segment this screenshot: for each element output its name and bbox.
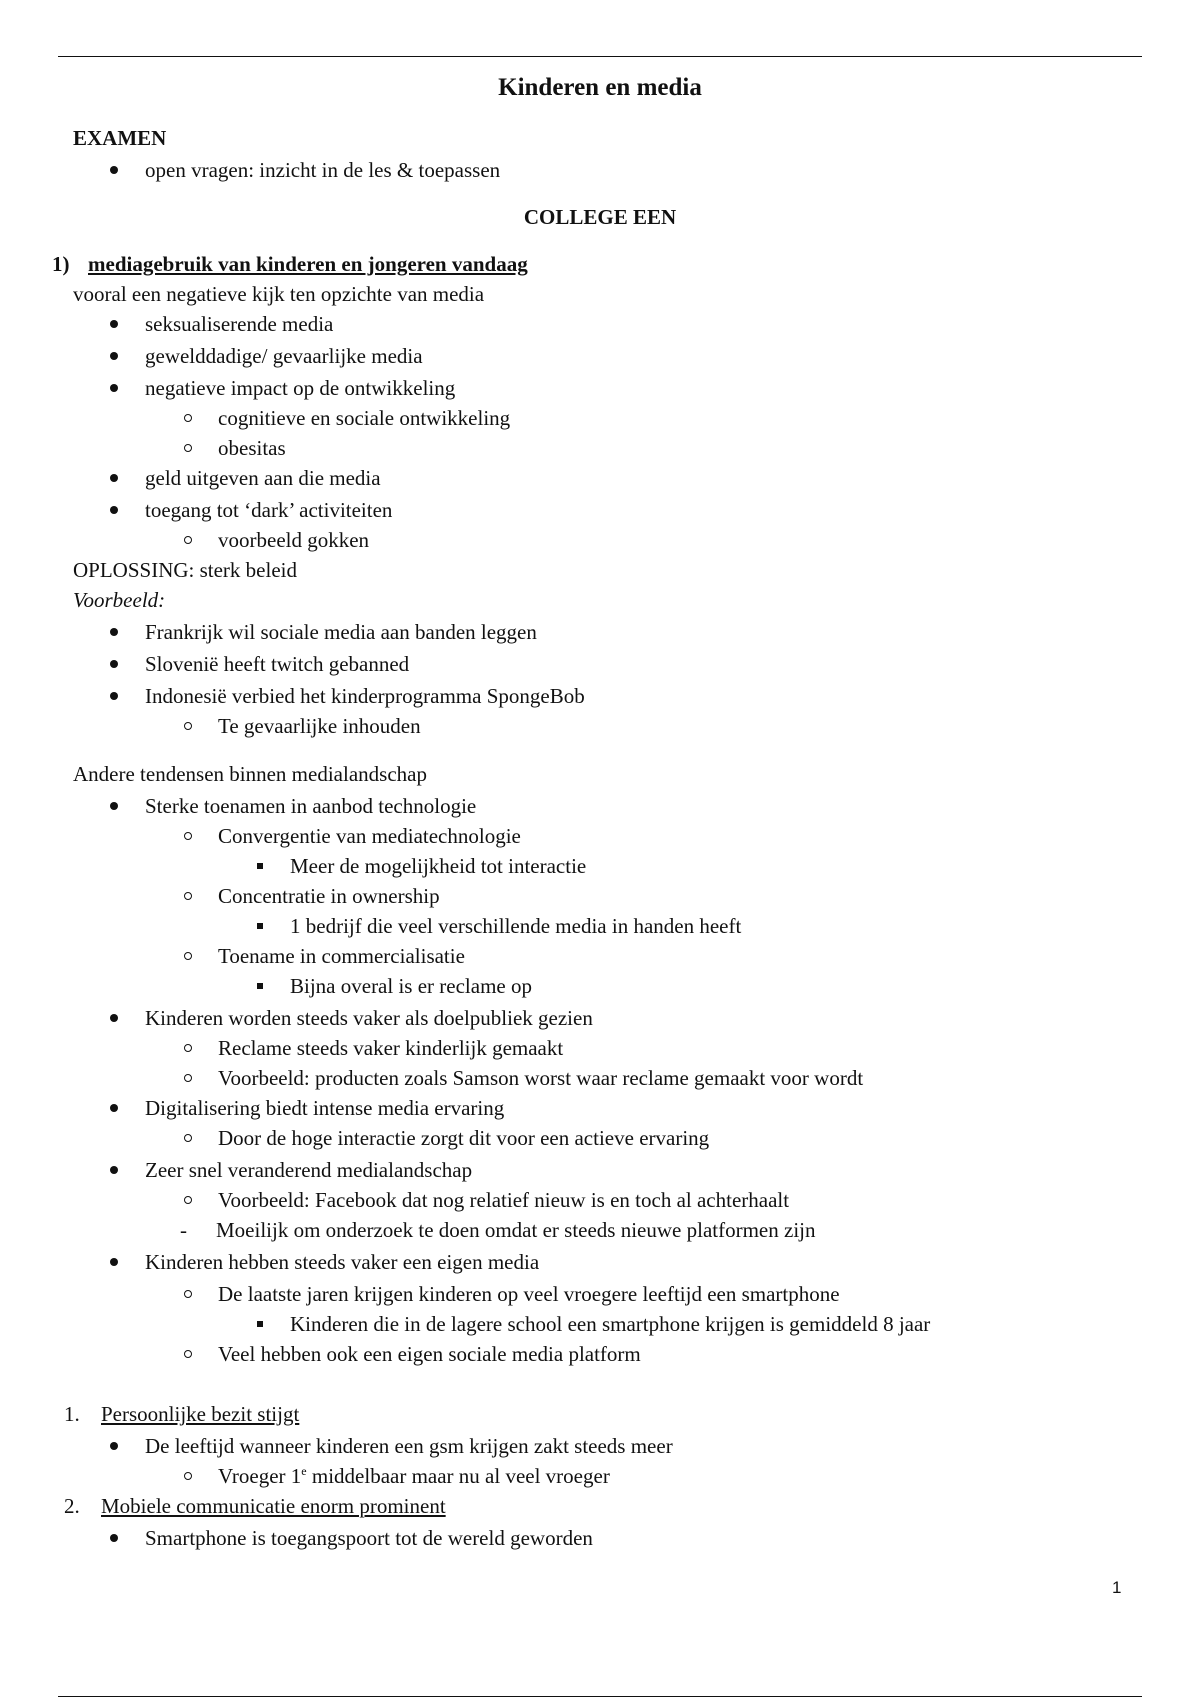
example-label: Voorbeeld: — [73, 588, 166, 612]
exam-heading: EXAMEN — [73, 126, 167, 150]
numbered-title: Mobiele communicatie enorm prominent — [101, 1494, 446, 1518]
list-item: Smartphone is toegangspoort tot de wereld geworden — [145, 1526, 593, 1550]
list-item: 1 bedrijf die veel verschillende media in handen heeft — [290, 914, 742, 938]
list-item: Kinderen die in de lagere school een smartphone krijgen is gemiddeld 8 jaar — [290, 1312, 931, 1336]
circle-bullet-icon — [184, 1290, 192, 1298]
square-bullet-icon — [257, 1321, 263, 1327]
bullet-icon — [110, 352, 118, 360]
numbered-index: 2. — [64, 1494, 80, 1518]
square-bullet-icon — [257, 923, 263, 929]
circle-bullet-icon — [184, 536, 192, 544]
bullet-icon — [110, 320, 118, 328]
bullet-icon — [110, 660, 118, 668]
list-item: Voorbeeld: Facebook dat nog relatief nieuw is en toch al achterhaalt — [218, 1188, 790, 1212]
list-item: Slovenië heeft twitch gebanned — [145, 652, 410, 676]
list-item: De laatste jaren krijgen kinderen op veel vroegere leeftijd een smartphone — [218, 1282, 840, 1306]
exam-item: open vragen: inzicht in de les & toepassen — [145, 158, 501, 182]
bullet-icon — [110, 384, 118, 392]
circle-bullet-icon — [184, 444, 192, 452]
bullet-icon — [110, 692, 118, 700]
list-item: cognitieve en sociale ontwikkeling — [218, 406, 511, 430]
list-item: Digitalisering biedt intense media ervaring — [145, 1096, 505, 1120]
bullet-icon — [110, 1104, 118, 1112]
list-item: gewelddadige/ gevaarlijke media — [145, 344, 423, 368]
bullet-icon — [110, 1534, 118, 1542]
section-number: 1) — [52, 252, 70, 276]
intro-text: vooral een negatieve kijk ten opzichte van media — [73, 282, 485, 306]
numbered-index: 1. — [64, 1402, 80, 1426]
circle-bullet-icon — [184, 722, 192, 730]
list-item: Zeer snel veranderend medialandschap — [145, 1158, 473, 1182]
bullet-icon — [110, 1442, 118, 1450]
document-title: Kinderen en media — [498, 74, 702, 101]
circle-bullet-icon — [184, 832, 192, 840]
list-item — [218, 1464, 610, 1488]
top-rule — [58, 56, 1142, 57]
circle-bullet-icon — [184, 1196, 192, 1204]
circle-bullet-icon — [184, 892, 192, 900]
list-item: Indonesië verbied het kinderprogramma SpongeBob — [145, 684, 585, 708]
trends-heading: Andere tendensen binnen medialandschap — [73, 762, 427, 786]
dash-bullet-icon: - — [180, 1218, 187, 1242]
circle-bullet-icon — [184, 414, 192, 422]
list-item: seksualiserende media — [145, 312, 334, 336]
list-item-text-end: middelbaar maar nu al veel vroeger — [306, 1464, 610, 1488]
list-item: Toename in commercialisatie — [218, 944, 465, 968]
page-number: 1 — [1112, 1578, 1122, 1597]
bullet-icon — [110, 1166, 118, 1174]
list-item: toegang tot ‘dark’ activiteiten — [145, 498, 393, 522]
list-item: geld uitgeven aan die media — [145, 466, 381, 490]
list-item: Door de hoge interactie zorgt dit voor een actieve ervaring — [218, 1126, 710, 1150]
circle-bullet-icon — [184, 1044, 192, 1052]
bullet-icon — [110, 166, 118, 174]
bullet-icon — [110, 1258, 118, 1266]
bullet-icon — [110, 474, 118, 482]
list-item: negatieve impact op de ontwikkeling — [145, 376, 456, 400]
list-item: Sterke toenamen in aanbod technologie — [145, 794, 477, 818]
list-item: Moeilijk om onderzoek te doen omdat er steeds nieuwe platformen zijn — [216, 1218, 816, 1242]
superscript: e — [301, 1464, 307, 1478]
list-item-text-start: Vroeger 1 — [218, 1464, 302, 1488]
bullet-icon — [110, 506, 118, 514]
list-item: Voorbeeld: producten zoals Samson worst waar reclame gemaakt voor wordt — [218, 1066, 864, 1090]
bullet-icon — [110, 628, 118, 636]
list-item: Te gevaarlijke inhouden — [218, 714, 421, 738]
list-item: Meer de mogelijkheid tot interactie — [290, 854, 587, 878]
list-item: Reclame steeds vaker kinderlijk gemaakt — [218, 1036, 564, 1060]
list-item: De leeftijd wanneer kinderen een gsm krijgen zakt steeds meer — [145, 1434, 673, 1458]
square-bullet-icon — [257, 983, 263, 989]
square-bullet-icon — [257, 863, 263, 869]
list-item: voorbeeld gokken — [218, 528, 370, 552]
circle-bullet-icon — [184, 1350, 192, 1358]
section-title: mediagebruik van kinderen en jongeren vandaag — [88, 252, 528, 276]
bottom-rule — [58, 1696, 1142, 1697]
circle-bullet-icon — [184, 1074, 192, 1082]
list-item: Convergentie van mediatechnologie — [218, 824, 521, 848]
list-item: Kinderen hebben steeds vaker een eigen media — [145, 1250, 540, 1274]
list-item: Concentratie in ownership — [218, 884, 440, 908]
numbered-title: Persoonlijke bezit stijgt — [101, 1402, 300, 1426]
list-item: Veel hebben ook een eigen sociale media platform — [218, 1342, 641, 1366]
circle-bullet-icon — [184, 1472, 192, 1480]
college-heading: COLLEGE EEN — [523, 205, 677, 229]
bullet-icon — [110, 802, 118, 810]
list-item: obesitas — [218, 436, 286, 460]
circle-bullet-icon — [184, 1134, 192, 1142]
circle-bullet-icon — [184, 952, 192, 960]
list-item: Bijna overal is er reclame op — [290, 974, 532, 998]
solution-text: OPLOSSING: sterk beleid — [73, 558, 297, 582]
bullet-icon — [110, 1014, 118, 1022]
list-item: Frankrijk wil sociale media aan banden leggen — [145, 620, 537, 644]
list-item: Kinderen worden steeds vaker als doelpubliek gezien — [145, 1006, 593, 1030]
